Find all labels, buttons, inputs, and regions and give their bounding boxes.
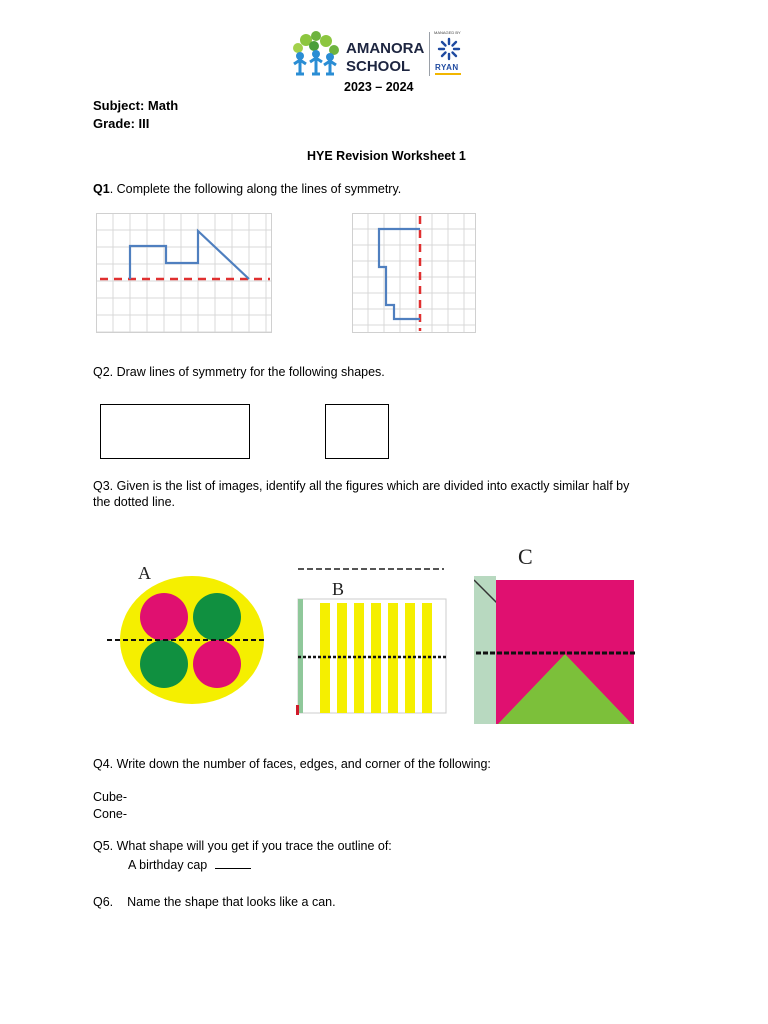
question-4: Q4. Write down the number of faces, edges, and corner of the following: [93,757,491,771]
subject-label: Subject: Math [93,98,179,113]
school-logo [284,30,468,80]
cube-item: Cube- [93,790,128,804]
green-circle-top-right [193,593,241,641]
square-shape[interactable] [325,404,389,459]
question-3-line-1: Q3. Given is the list of images, identify all the figures which are divided into exactly similar half by [93,479,630,493]
question-1-text: . Complete the following along the lines of symmetry. [109,182,402,196]
school-name-line1: AMANORA [346,40,425,57]
question-6-text: Name the shape that looks like a can. [127,895,336,909]
question-5: Q5. What shape will you get if you trace the outline of: [93,839,392,853]
partner-tag: MANAGED BY [434,30,461,35]
figure-a-label: A [138,563,151,583]
question-1 [93,181,401,197]
birthday-cap-label: A birthday cap [128,858,208,872]
question-3-line-2: the dotted line. [93,495,176,509]
pink-circle-bottom-right [193,640,241,688]
question-6-number: Q6. [93,895,114,909]
figure-a-circle [104,558,269,713]
tree-family-icon [284,30,344,80]
figure-c-label: C [518,544,533,569]
half-shape-outline [130,231,249,279]
ryan-emblem-icon [437,37,461,61]
figure-b-stripes [296,565,448,718]
logo-divider [429,32,430,76]
answer-blank[interactable] [215,857,251,869]
partner-underline [435,73,461,75]
green-circle-bottom-left [140,640,188,688]
question-1-number: Q1 [93,182,110,196]
question-3 [93,478,683,510]
birthday-cap-item [128,857,251,873]
q1-figure-horizontal-symmetry [96,213,272,333]
school-name-line2: SCHOOL [346,58,411,75]
q1-figure-vertical-symmetry [352,213,476,333]
worksheet-title: HYE Revision Worksheet 1 [307,149,466,163]
grade-label: Grade: III [93,116,150,131]
cone-item: Cone- [93,807,128,821]
partner-name: RYAN [435,63,459,72]
question-2: Q2. Draw lines of symmetry for the following shapes. [93,365,385,379]
academic-year: 2023 – 2024 [344,80,414,94]
figure-b-label: B [332,579,345,599]
pink-circle-top-left [140,593,188,641]
question-6 [93,894,336,910]
rectangle-shape[interactable] [100,404,250,459]
figure-c-square [474,540,638,726]
